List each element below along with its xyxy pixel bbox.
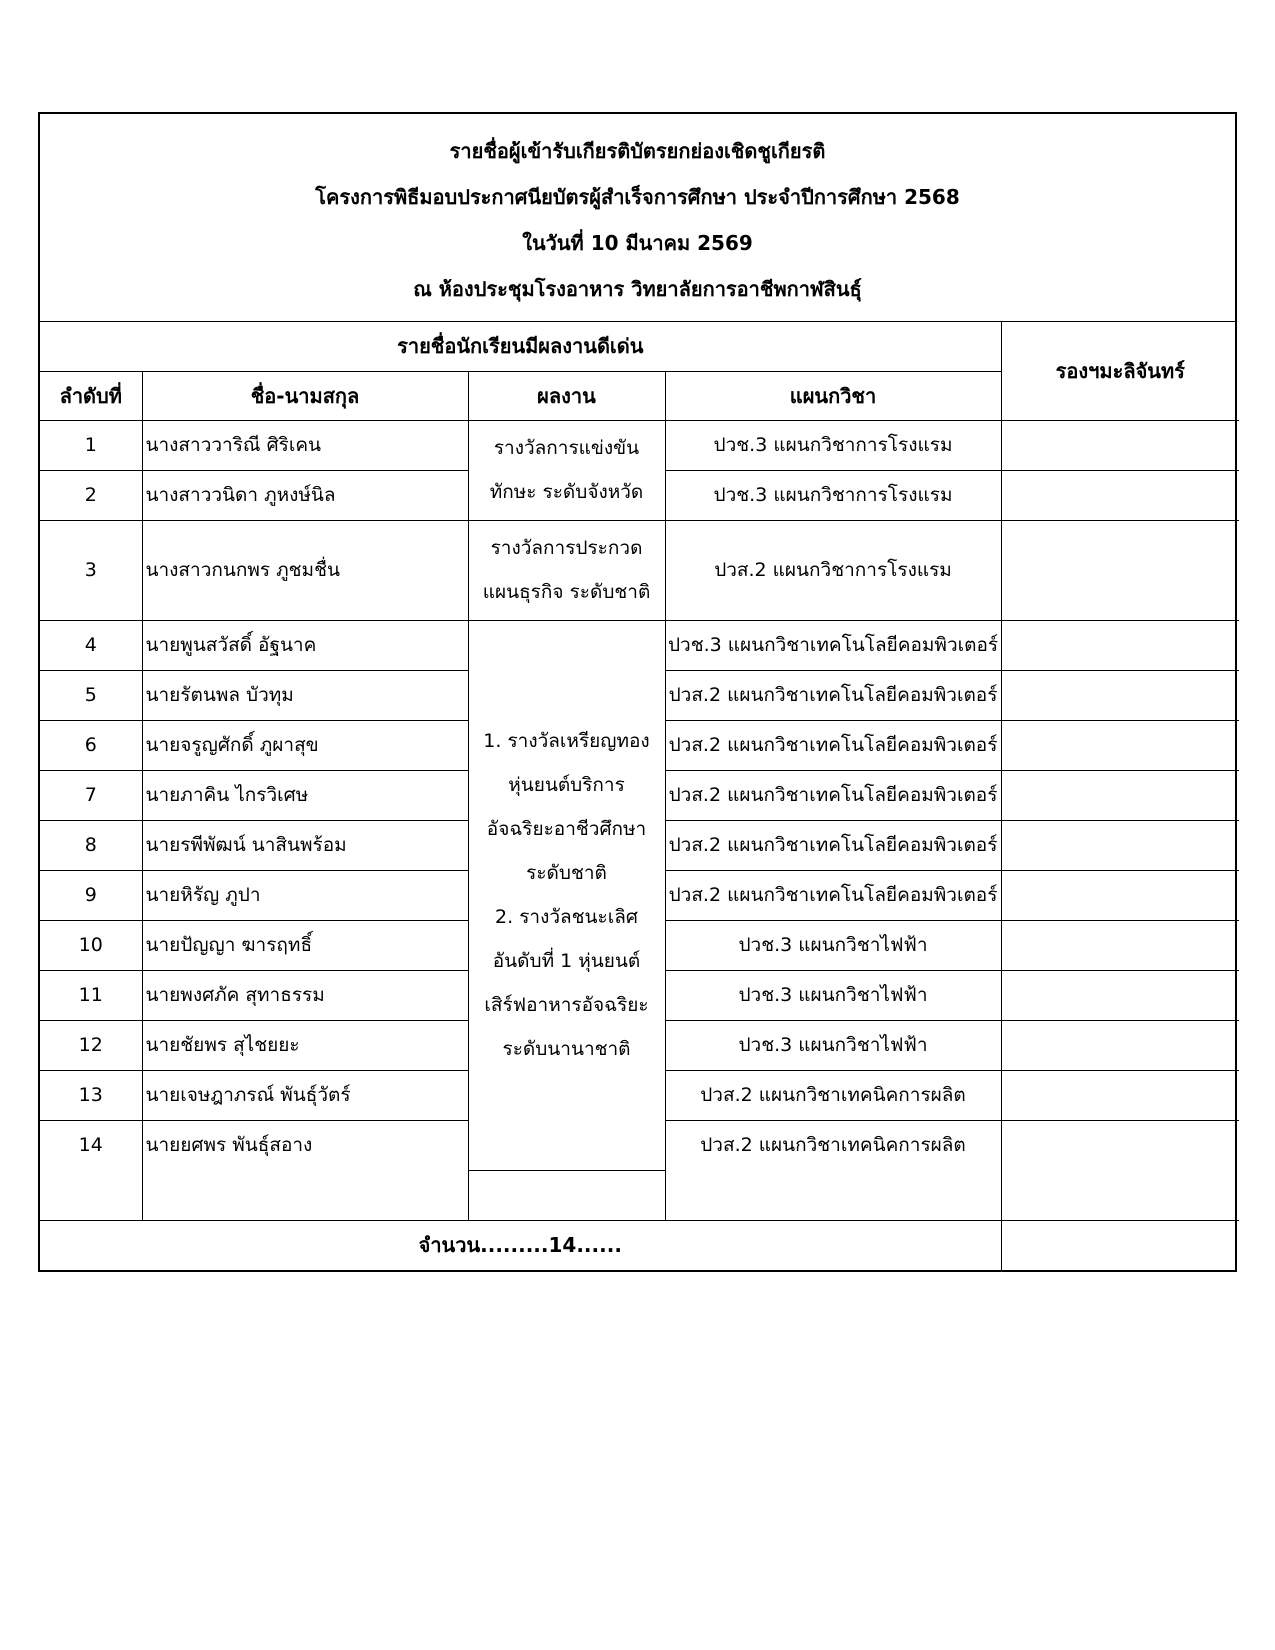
signature-cell <box>1001 620 1239 670</box>
certificate-list-document <box>38 112 1237 1272</box>
row-number: 3 <box>40 520 142 620</box>
empty-cell <box>142 1170 468 1220</box>
document-heading <box>40 114 1235 322</box>
award-line: 2. รางวัลชนะเลิศ <box>495 906 638 928</box>
department: ปวส.2 แผนกวิชาเทคโนโลยีคอมพิวเตอร์ <box>665 720 1001 770</box>
column-header-no: ลำดับที่ <box>40 371 142 420</box>
award-line: แผนธุรกิจ ระดับชาติ <box>482 581 651 603</box>
department: ปวส.2 แผนกวิชาเทคโนโลยีคอมพิวเตอร์ <box>665 820 1001 870</box>
award-line: ระดับนานาชาติ <box>502 1038 631 1060</box>
student-name: นางสาวกนกพร ภูชมชื่น <box>142 520 468 620</box>
signature-cell <box>1001 970 1239 1020</box>
heading-project: โครงการพิธีมอบประกาศนียบัตรผู้สำเร็จการศึกษา ประจำปีการศึกษา 2568 <box>315 184 960 209</box>
row-number: 10 <box>40 920 142 970</box>
row-number: 5 <box>40 670 142 720</box>
heading-venue: ณ ห้องประชุมโรงอาหาร วิทยาลัยการอาชีพกาฬสินธุ์ <box>413 276 862 301</box>
department: ปวส.2 แผนกวิชาเทคนิคการผลิต <box>665 1120 1001 1170</box>
signature-cell <box>1001 820 1239 870</box>
signature-cell <box>1001 1120 1239 1170</box>
department: ปวส.2 แผนกวิชาเทคนิคการผลิต <box>665 1070 1001 1120</box>
total-count: จำนวน.........14...... <box>40 1220 1001 1270</box>
award-line: หุ่นยนต์บริการ <box>508 774 625 796</box>
row-number: 9 <box>40 870 142 920</box>
department: ปวส.2 แผนกวิชาเทคโนโลยีคอมพิวเตอร์ <box>665 670 1001 720</box>
footer-signature-cell <box>1001 1220 1239 1270</box>
signature-cell <box>1001 1070 1239 1120</box>
student-name: นางสาววาริณี ศิริเคน <box>142 420 468 470</box>
department: ปวส.2 แผนกวิชาเทคโนโลยีคอมพิวเตอร์ <box>665 870 1001 920</box>
student-name: นายเจษฎาภรณ์ พันธุ์วัตร์ <box>142 1070 468 1120</box>
empty-cell <box>40 1170 142 1220</box>
table-row <box>40 620 1239 670</box>
student-name: นายยศพร พันธุ์สอาง <box>142 1120 468 1170</box>
table-row <box>40 420 1239 470</box>
signature-cell <box>1001 520 1239 620</box>
award-cell <box>468 620 665 1170</box>
row-number: 7 <box>40 770 142 820</box>
table-row <box>40 520 1239 620</box>
row-number: 13 <box>40 1070 142 1120</box>
column-header-award: ผลงาน <box>468 371 665 420</box>
signature-header: รองฯมะลิจันทร์ <box>1001 322 1239 420</box>
student-name: นายจรูญศักดิ์ ภูผาสุข <box>142 720 468 770</box>
student-name: นางสาววนิดา ภูหงษ์นิล <box>142 470 468 520</box>
signature-cell <box>1001 1020 1239 1070</box>
column-header-department: แผนกวิชา <box>665 371 1001 420</box>
department: ปวช.3 แผนกวิชาไฟฟ้า <box>665 970 1001 1020</box>
department: ปวส.2 แผนกวิชาเทคโนโลยีคอมพิวเตอร์ <box>665 770 1001 820</box>
award-cell <box>468 420 665 520</box>
signature-cell <box>1001 920 1239 970</box>
award-line: ทักษะ ระดับจังหวัด <box>489 481 644 503</box>
group-header: รายชื่อนักเรียนมีผลงานดีเด่น <box>40 322 1001 371</box>
award-line: 1. รางวัลเหรียญทอง <box>483 730 650 752</box>
signature-cell <box>1001 470 1239 520</box>
row-number: 14 <box>40 1120 142 1170</box>
award-cell <box>468 520 665 620</box>
department: ปวช.3 แผนกวิชาการโรงแรม <box>665 470 1001 520</box>
department: ปวช.3 แผนกวิชาไฟฟ้า <box>665 1020 1001 1070</box>
signature-cell <box>1001 870 1239 920</box>
award-line: อัจฉริยะอาชีวศึกษา <box>486 818 647 840</box>
signature-cell <box>1001 770 1239 820</box>
empty-row <box>40 1170 1239 1220</box>
department: ปวช.3 แผนกวิชาเทคโนโลยีคอมพิวเตอร์ <box>665 620 1001 670</box>
footer-row <box>40 1220 1239 1270</box>
department: ปวช.3 แผนกวิชาไฟฟ้า <box>665 920 1001 970</box>
signature-cell <box>1001 670 1239 720</box>
award-line: อันดับที่ 1 หุ่นยนต์ <box>492 950 641 972</box>
department: ปวส.2 แผนกวิชาการโรงแรม <box>665 520 1001 620</box>
row-number: 11 <box>40 970 142 1020</box>
signature-cell <box>1001 720 1239 770</box>
empty-signature-cell <box>1001 1170 1239 1220</box>
row-number: 4 <box>40 620 142 670</box>
row-number: 1 <box>40 420 142 470</box>
student-table <box>40 322 1239 1270</box>
award-line: ระดับชาติ <box>526 862 607 884</box>
student-name: นายชัยพร สุไชยยะ <box>142 1020 468 1070</box>
row-number: 12 <box>40 1020 142 1070</box>
column-header-name: ชื่อ-นามสกุล <box>142 371 468 420</box>
student-name: นายหิรัญ ภูปา <box>142 870 468 920</box>
row-number: 2 <box>40 470 142 520</box>
award-line: เสิร์ฟอาหารอัจฉริยะ <box>484 994 649 1016</box>
student-name: นายรัตนพล บัวทุม <box>142 670 468 720</box>
student-name: นายภาคิน ไกรวิเศษ <box>142 770 468 820</box>
student-name: นายพูนสวัสดิ์ อัฐนาค <box>142 620 468 670</box>
signature-cell <box>1001 420 1239 470</box>
award-line: รางวัลการแข่งขัน <box>493 437 640 459</box>
row-number: 8 <box>40 820 142 870</box>
heading-date: ในวันที่ 10 มีนาคม 2569 <box>522 230 753 255</box>
award-line: รางวัลการประกวด <box>490 537 643 559</box>
row-number: 6 <box>40 720 142 770</box>
student-name: นายรพีพัฒน์ นาสินพร้อม <box>142 820 468 870</box>
student-name: นายพงศภัค สุทาธรรม <box>142 970 468 1020</box>
empty-cell <box>468 1170 665 1220</box>
empty-cell <box>665 1170 1001 1220</box>
department: ปวช.3 แผนกวิชาการโรงแรม <box>665 420 1001 470</box>
student-name: นายปัญญา ฆารฤทธิ์ <box>142 920 468 970</box>
heading-title: รายชื่อผู้เข้ารับเกียรติบัตรยกย่องเชิดชูเกียรติ <box>449 138 826 163</box>
